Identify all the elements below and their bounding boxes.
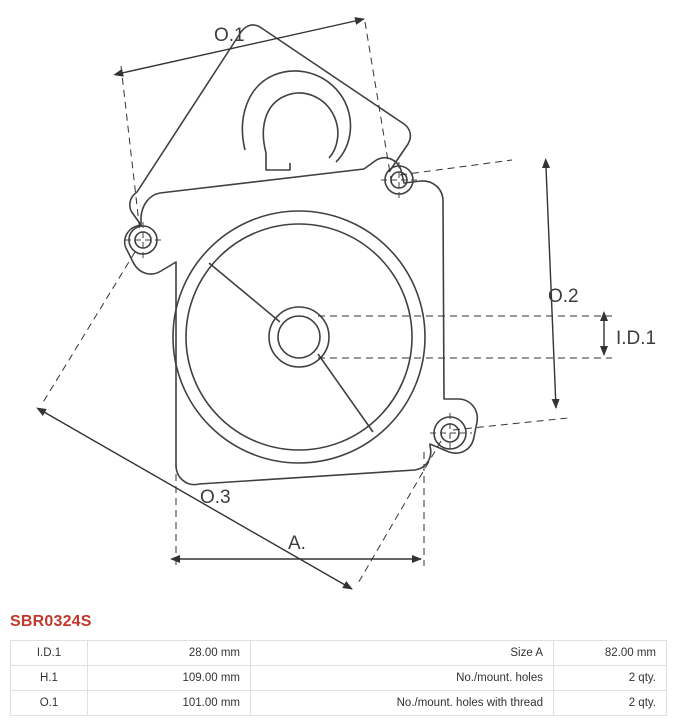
specification-table (10, 640, 667, 716)
table-row (11, 641, 667, 666)
spec-key-2: No./mount. holes with thread (251, 691, 554, 716)
dimension-o3 (42, 252, 441, 589)
spec-key-2: Size A (251, 641, 554, 666)
table-row (11, 691, 667, 716)
dimension-label-a: A. (288, 533, 306, 554)
part-code: SBR0324S (10, 613, 92, 630)
spec-value-2: 2 qty. (554, 691, 667, 716)
spec-value: 109.00 mm (88, 666, 251, 691)
spec-value: 28.00 mm (88, 641, 251, 666)
spec-value-2: 82.00 mm (554, 641, 667, 666)
spec-key-2: No./mount. holes (251, 666, 554, 691)
spec-key: I.D.1 (11, 641, 88, 666)
part-outline-flange (125, 158, 478, 485)
dimension-label-o1: O.1 (214, 25, 245, 46)
part-outline-upper (130, 23, 411, 225)
spec-value-2: 2 qty. (554, 666, 667, 691)
dimension-o1 (121, 19, 392, 232)
dimension-label-o2: O.2 (548, 286, 579, 307)
spec-key: H.1 (11, 666, 88, 691)
dimension-label-id1: I.D.1 (616, 328, 657, 349)
spec-value: 101.00 mm (88, 691, 251, 716)
dimension-o2 (400, 160, 568, 430)
spec-key: O.1 (11, 691, 88, 716)
dimension-id1 (318, 316, 612, 358)
dimension-label-o3: O.3 (200, 487, 231, 508)
table-row (11, 666, 667, 691)
